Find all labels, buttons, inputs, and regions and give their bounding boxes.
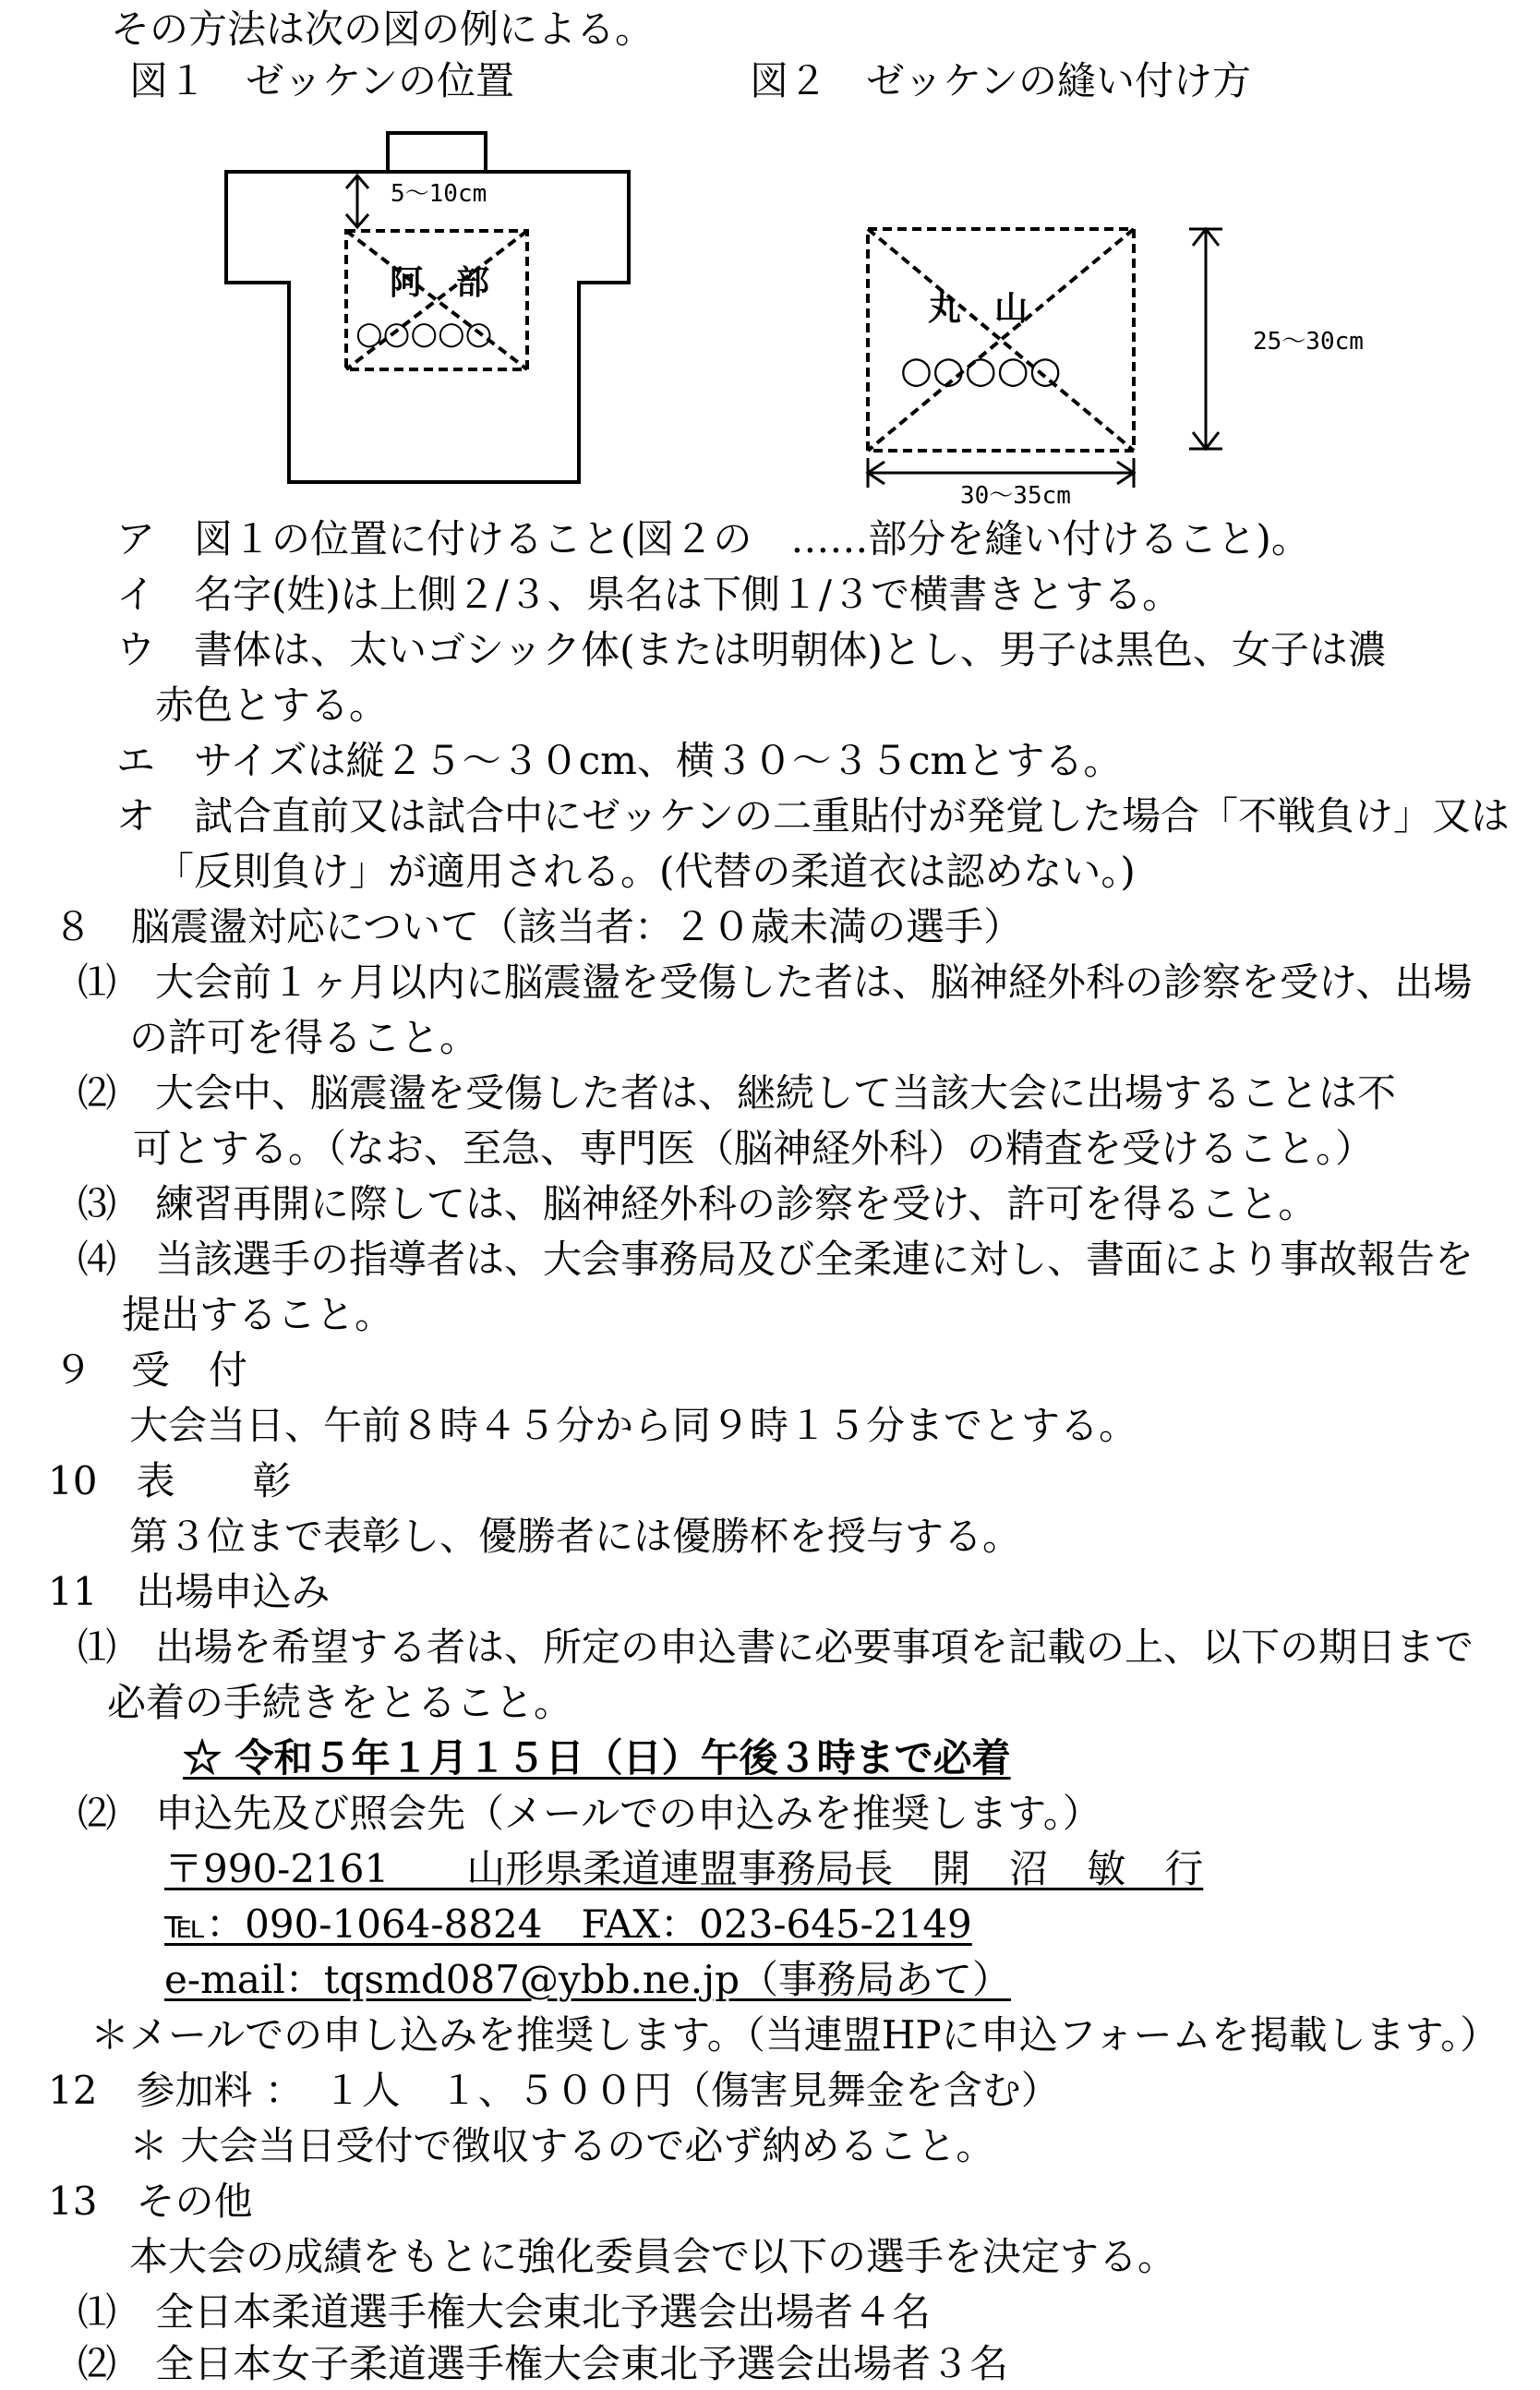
section-13-item-2: ⑵ 全日本女子柔道選手権大会東北予選会出場者３名 [78, 2341, 1009, 2386]
section-9-heading: ９ 受 付 [54, 1347, 248, 1393]
section-11-item-1-cont: 必着の手続きをとること。 [107, 1680, 573, 1725]
item-e: エ サイズは縦２５〜３０cm、横３０〜３５cmとする。 [116, 738, 1123, 783]
deadline-line: ☆ 令和５年１月１５日（日）午後３時まで必着 [183, 1735, 1011, 1780]
section-10-body: 第３位まで表彰し、優勝者には優勝杯を授与する。 [129, 1514, 1022, 1559]
contact-address: 〒990-2161 山形県柔道連盟事務局長 開 沼 敏 行 [164, 1846, 1204, 1891]
figure2-width-label: 30〜35cm [960, 482, 1071, 510]
figure1-jacket [226, 133, 629, 482]
section-13-item-1: ⑴ 全日本柔道選手権大会東北予選会出場者４名 [78, 2289, 932, 2335]
item-o: オ 試合直前又は試合中にゼッケンの二重貼付が発覚した場合「不戦負け」又は [116, 793, 1510, 839]
section-10-heading: 10 表 彰 [48, 1458, 292, 1503]
contact-email: e-mail：tqsmd087@ybb.ne.jp（事務局あて） [164, 1957, 1011, 2002]
section-8-item-2-cont: 可とする。（なお、至急、専門医（脳神経外科）の精査を受けること。） [133, 1126, 1375, 1171]
section-12-heading: 12 参加料 ： １人 １、５００円（傷害見舞金を含む） [48, 2068, 1060, 2113]
figure1-surname: 阿 部 [390, 264, 490, 302]
figure2-caption: 図２ ゼッケンの縫い付け方 [750, 58, 1252, 103]
section-11-item-2: ⑵ 申込先及び照会先（メールでの申込みを推奨します。） [78, 1791, 1101, 1836]
section-8-item-1: ⑴ 大会前１ヶ月以内に脳震盪を受傷した者は、脳神経外科の診察を受け、出場 [78, 960, 1473, 1005]
section-11-item-1: ⑴ 出場を希望する者は、所定の申込書に必要事項を記載の上、以下の期日まで [78, 1624, 1474, 1670]
figure2-height-label: 25〜30cm [1253, 328, 1364, 356]
figures [0, 0, 1540, 517]
section-9-body: 大会当日、午前８時４５分から同９時１５分までとする。 [129, 1403, 1138, 1448]
section-8-item-4: ⑷ 当該選手の指導者は、大会事務局及び全柔連に対し、書面により事故報告を [78, 1237, 1474, 1282]
item-u-cont: 赤色とする。 [155, 682, 389, 728]
figure1-prefecture: ○○○○○ [355, 315, 493, 352]
section-13-heading: 13 その他 [48, 2179, 253, 2224]
item-a: ア 図１の位置に付けること(図２の ‥‥‥部分を縫い付けること)。 [116, 516, 1310, 561]
intro-text: その方法は次の図の例による。 [111, 6, 655, 52]
jacket-collar [388, 133, 486, 172]
section-8-heading: ８ 脳震盪対応について（該当者：２０歳未満の選手） [54, 904, 1023, 949]
figure1-caption: 図１ ゼッケンの位置 [129, 58, 515, 103]
section-8-item-1-cont: の許可を得ること。 [129, 1015, 479, 1060]
email-recommendation-note: ＊メールでの申し込みを推奨します。（当連盟HPに申込フォームを掲載します。） [90, 2012, 1499, 2058]
section-11-heading: 11 出場申込み [48, 1569, 331, 1614]
figure2-bib [868, 229, 1364, 510]
figure1-dim-label: 5〜10cm [391, 180, 487, 208]
section-13-body: 本大会の成績をもとに強化委員会で以下の選手を決定する。 [129, 2234, 1177, 2279]
item-u: ウ 書体は、太いゴシック体(または明朝体)とし、男子は黒色、女子は濃 [116, 627, 1387, 672]
figure2-prefecture: ○○○○○ [900, 349, 1062, 392]
section-8-item-2: ⑵ 大会中、脳震盪を受傷した者は、継続して当該大会に出場することは不 [78, 1070, 1397, 1116]
contact-phone-fax: ℡：090-1064-8824 FAX：023-645-2149 [164, 1901, 972, 1947]
figure2-surname: 丸 山 [928, 290, 1029, 328]
item-o-cont: 「反則負け」が適用される。(代替の柔道衣は認めない。) [155, 849, 1136, 894]
section-12-note: ＊ 大会当日受付で徴収するので必ず納めること。 [129, 2123, 995, 2168]
section-8-item-3: ⑶ 練習再開に際しては、脳神経外科の診察を受け、許可を得ること。 [78, 1181, 1317, 1226]
item-i: イ 名字(姓)は上側２/３、県名は下側１/３で横書きとする。 [116, 572, 1182, 617]
section-8-item-4-cont: 提出すること。 [122, 1292, 394, 1337]
